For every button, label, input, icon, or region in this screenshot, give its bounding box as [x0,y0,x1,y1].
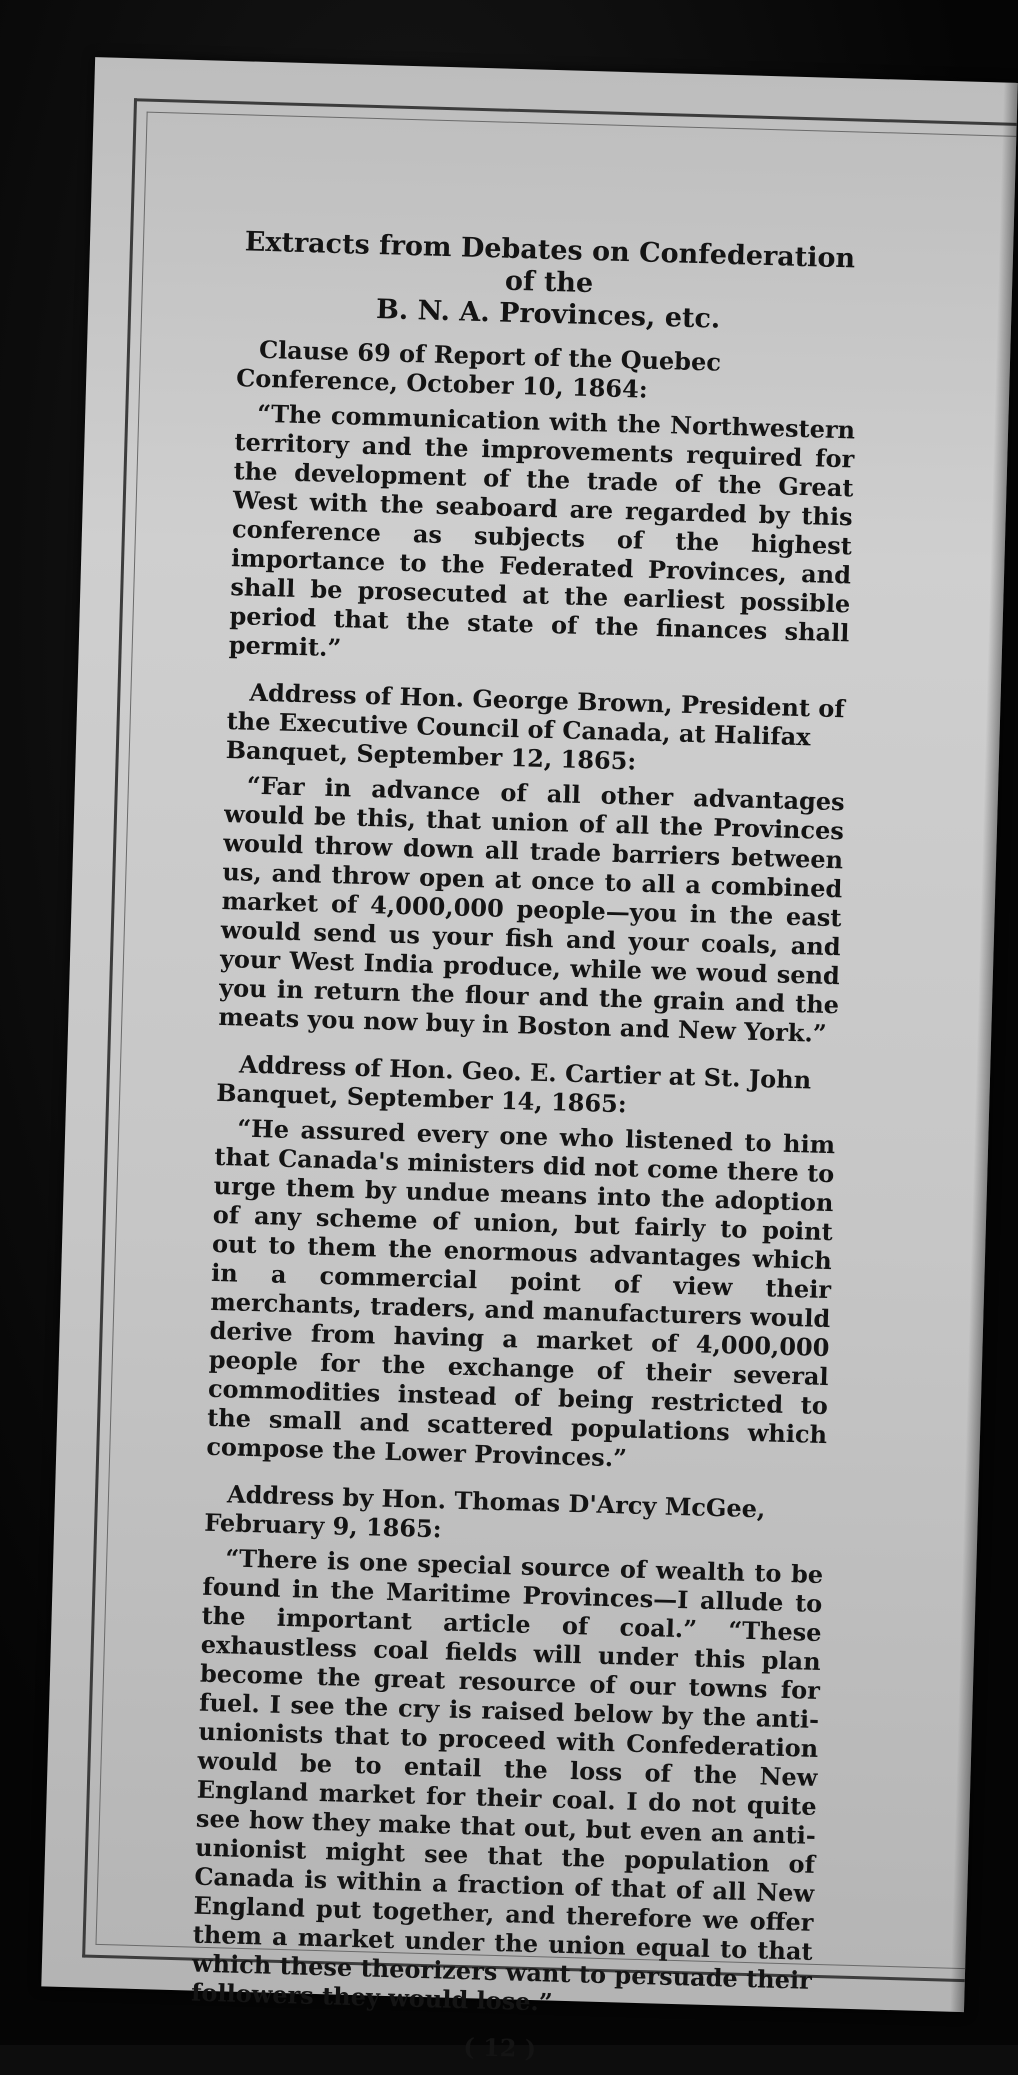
section-intro: Address of Hon. Geo. E. Cartier at St. John Banquet, September 14, 1865: [215,1049,812,1119]
heading-line-2: B. N. A. Provinces, etc. [375,294,721,335]
section-intro: Clause 69 of Report of the Quebec Conference, October 10, 1864: [235,334,722,404]
document-page [41,57,1018,2064]
section-george-brown [218,677,848,1048]
section-quote: “He assured every one who listened to him that Canada's ministers did not come there to urge them by undue means into the adoption of any scheme of union, but fairly to point out to them the enormous advantages which in a commercial point of view their merchants, traders, and manufacturers would derive from having a market of 4,000,000 people for the exchange of their several commodities instead of being restricted to the small and scattered populations which compose the Lower Provinces.” [206,1113,836,1473]
section-quote: “There is one special source of wealth to be found in the Maritime Provinces—I allude to the important article of coal.” “These exhaustless coal fields will under this plan become the great resource of our towns for fuel. I see the cry is raised below by the anti-unionists that to proceed with Confederation would be to entail the loss of the New England market for their coal. I do not quite see how they make that out, but even an anti-unionist might see that the population of Canada is within a fraction of that of all New England put together, and therefore we offer them a market under the union equal to that which these theorizers want to persuade their followers they would lose.” [190,1543,824,2017]
section-quote: “The communication with the Northwestern territory and the improvements required for the development of the trade of the Great West with the seaboard are regarded by this conference as subjects of the highest importance to the Federated Provinces, and shall be prosecuted at the earliest possible period that the state of the finances shall permit.” [228,398,856,663]
section-cartier [206,1049,837,1478]
document-text [189,226,860,2071]
section-intro: Address by Hon. Thomas D'Arcy McGee, February 9, 1865: [203,1479,766,1544]
section-intro: Address of Hon. George Brown, President of the Executive Council of Canada, at Halifax Banquet, September 12, 1865: [225,677,846,776]
section-quebec-conference [228,334,857,676]
heading-line-1: Extracts from Debates on Confederation of the [244,226,856,300]
document-heading [238,226,860,339]
section-mcgee [191,1479,826,2024]
section-quote: “Far in advance of all other advantages would be this, that union of all the Provinces would throw down all trade barriers between us, and throw open at once to all a combined market of 4,000,000 people—you in the east would send us your fish and your coals, and your West India produce, while we woud send you in return the flour and the grain and the meats you now buy in Boston and New York.” [218,770,846,1048]
page-number: ( 12 ) [462,2032,537,2064]
